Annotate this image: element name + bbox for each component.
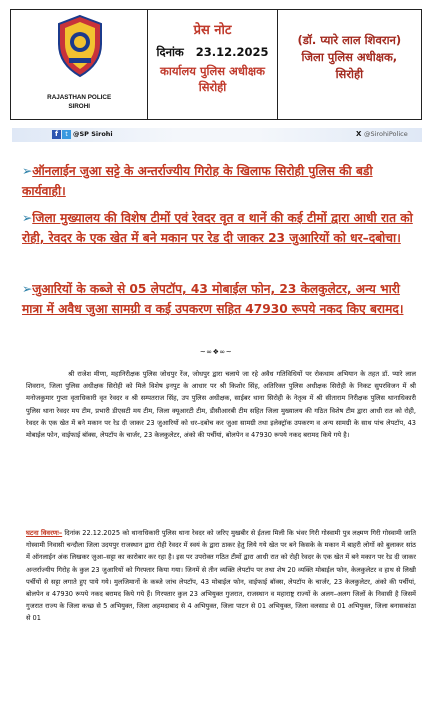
incident-label: घटना विवरणः–	[26, 529, 63, 537]
x-icon: X	[356, 130, 362, 138]
headline-1	[22, 161, 420, 201]
arrow-bullet-icon: ➢	[22, 211, 33, 225]
headline-3-text: जुआरियों के कब्जे से 05 लेपटॉप, 43 मोबाईल फोन, 23 केलकुलेटर, अन्य भारी मात्रा में अवैध जुआ सामग्री व कई उपकरण सहित 47930 रूपये नकद किए बरामद।	[22, 282, 404, 316]
headline-2-text: जिला मुख्यालय की विशेष टीमों एवं रेवदर वृत व थानें की कई टीमों द्वारा आधी रात को रोही, रेवदर के एक खेत में बने मकान पर रेड दी जाकर 23 जुआरियों को धर–दबोचा।	[22, 211, 413, 245]
headline-1-text: ऑनलाईन जुआ सट्टे के अन्तर्राज्यीय गिरोह के खिलाफ सिरोही पुलिस की बडी कार्यवाही।	[22, 164, 373, 198]
intro-paragraph: श्री राजेश मीणा, महानिरीक्षक पुलिस जोधपुर रेंज, जोधपुर द्वारा चलाये जा रहे अवैध गतिविधियों पर रोकथाम अभियान के तहत डॉ. प्यारे लाल शिवरान, जिला पुलिस अधीक्षक सिरोही को मिले विशेष इनपुट के आधार पर श्री किशोर सिंह, अतिरिक्त पुलिस अधीक्षक सिरोही के निकट सुपरविजन में श्री मनोजकुमार गुप्ता वृताधिकारी वृत रेवदर व श्री सम्पतराज सिंह, उप पुलिस अधीक्षक, साईबर थाना सिरोही के नेतृत्व में श्री सीताराम निरीक्षक पुलिस थानाधिकारी पुलिस थाना रेवदर मय टीम, प्रभारी डीएसटी मय टीम, जिला क्यूआरटी टीम, डीसीआरबी टीम सहित जिला मुख्यालय की गठित विशेष टीम द्वारा आधी रात को रोही, रेवदर के एक खेत में बने मकान पर रेड दी जाकर 23 जुआरियों को धर–दबोच कर जुआ सामग्री तथा इलेक्ट्रॉक उपकरण व अन्य सामग्री के साथ पांच लेपटॉप, 43 मोबाईल फोन, वाईफाई बॉक्स, लेपटॉप के चार्जर, 23 केलकुलेटर, अंको की पर्चीयां, बोलपेन व 47930 रूपये नकद बरामद किये गये है।	[26, 370, 416, 440]
incident-paragraph	[26, 527, 416, 625]
press-note-header	[10, 9, 422, 120]
org-line-1: RAJASTHAN POLICE	[47, 94, 112, 101]
org-name	[11, 93, 147, 111]
office-line-1: कार्यालय पुलिस अधीक्षक	[160, 64, 265, 78]
headline-3	[22, 279, 420, 319]
office-name	[160, 63, 265, 95]
headline-2	[22, 208, 420, 248]
sp-cell	[278, 10, 421, 119]
incident-text: दिनांक 22.12.2025 को थानाधिकारी पुलिस थाना रेवदर को जरिए मुखबीर से ईतला मिली कि भंवर गिरी गोस्वामी पुत्र लक्ष्मण गिरी गोस्वामी जाति गोस्वामी निवासी चन्दौला जिला उदयपुर राजस्थान द्वारा रोही रेवदर में स्वयं के द्वारा ठाकर हेतु लिये गये खेत पर बने किसके के मकान में बाहरी लोगों को बुलाकर सांठ में ऑनलाईन अंक लिखकर जुआ–सट्टा का कारोबार कर रहा है। इस पर उपरोक्त गठित टीमों द्वारा आधी रात को रोही रेवदर के एक खेत में बने मकान पर रेड दी जाकर अन्तर्राज्यीय गिरोह के कुल 23 जुआरियों को गिरफ्तार किया गया। जिनमें से तीन व्यक्ति लेपटॉप पर तथा शेष 20 व्यक्ति मोबाईल फोन, केलकुलेटर व हाथ से लिखी पर्चीयों से सट्टा लगाते हुए पाये गये। मुलजिमानों के कब्जे जांच लेपटॉप, 43 मोबाईल फोन, वाईफाई बॉक्स, लेपटॉप के चार्जर, 23 केलकुलेटर, अंको की पर्चीयां, बोलपेन व 47930 रूपये नकद बरामद किये गये हैं। गिरफ्तार कुल 23 अभियुक्त गुजरात, राजस्थान व महाराष्ट्र राज्यों के अलग–अलग जिलों के निवासी है जिसमें गुजरात राज्य के जिला कच्छ से 5 अभियुक्त, जिला अहमदाबाद से 4 अभियुक्त, जिला पाटन से 01 अभियुक्त, जिला वलसाड से 01 अभियुक्त, जिला बनासकांठा से 01	[26, 529, 416, 623]
sp-title: जिला पुलिस अधीक्षक,	[301, 50, 398, 64]
press-note-title: प्रेस नोट	[193, 23, 232, 38]
arrow-bullet-icon: ➢	[22, 282, 33, 296]
date-value: 23.12.2025	[195, 45, 269, 59]
org-line-2: SIROHI	[68, 103, 91, 110]
press-note-cell	[148, 10, 277, 119]
facebook-handle: @SP Sirohi	[73, 130, 113, 138]
twitter-icon: t	[62, 130, 71, 139]
social-strip	[12, 128, 422, 142]
sp-district: सिरोही	[335, 67, 364, 81]
office-line-2: सिरोही	[198, 80, 227, 94]
date-label: दिनांक	[156, 45, 184, 59]
facebook-icon: f	[52, 130, 61, 139]
sp-name: (डॉ. प्यारे लाल शिवरान)	[297, 33, 402, 47]
press-date	[156, 45, 268, 60]
x-handle: @SirohiPolice	[364, 130, 408, 138]
arrow-bullet-icon: ➢	[22, 164, 33, 178]
rajasthan-police-emblem-icon	[55, 14, 105, 78]
logo-cell	[11, 10, 148, 119]
separator: ~∞❖∞~	[199, 348, 233, 356]
